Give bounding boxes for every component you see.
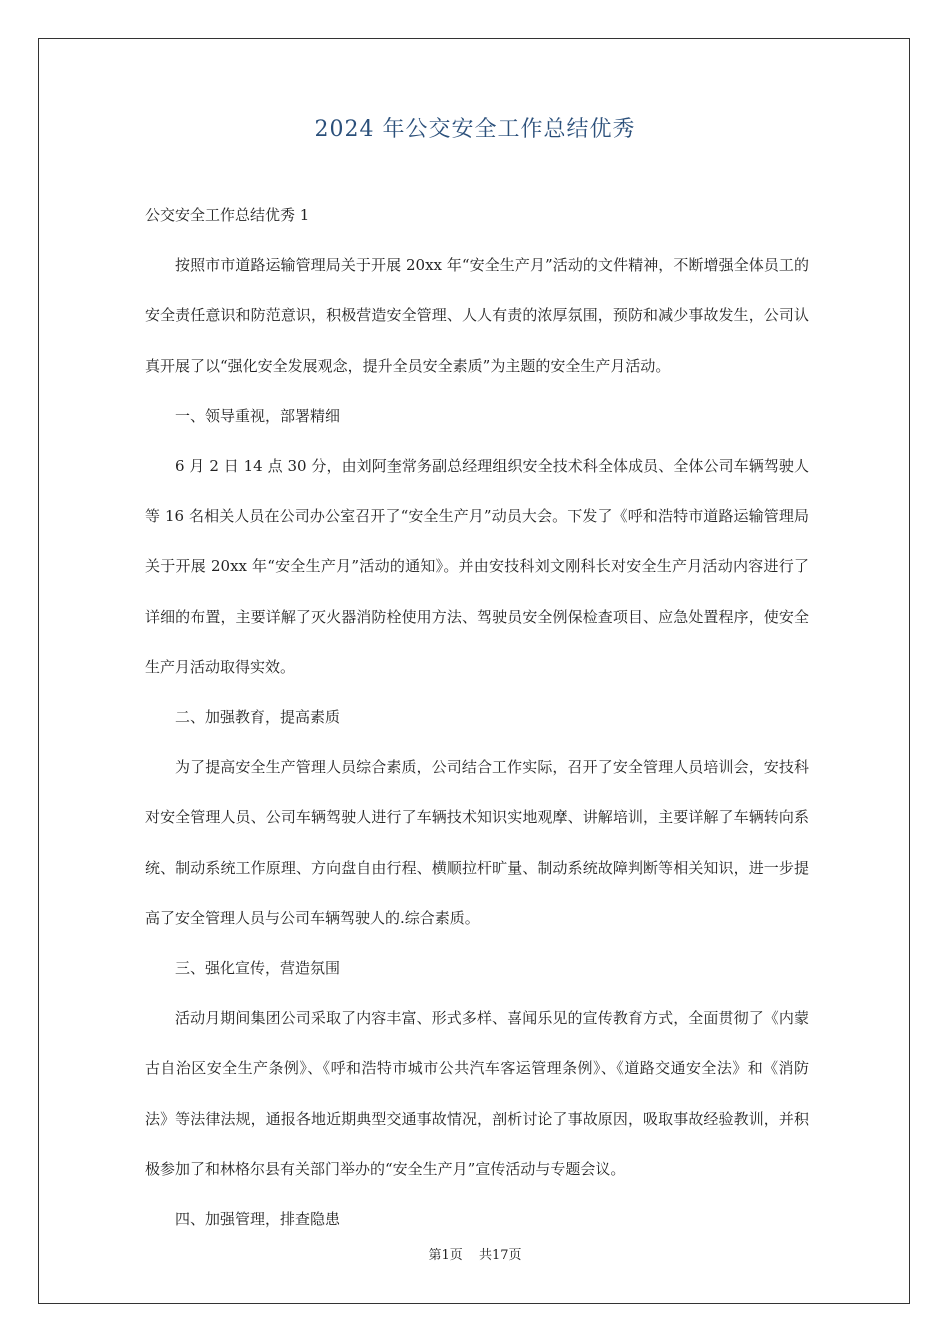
subsection-heading: 三、强化宣传，营造氛围: [175, 959, 341, 978]
document-title: 2024 年公交安全工作总结优秀: [314, 117, 636, 142]
page-number: 第1页: [428, 1248, 463, 1263]
body-paragraph: 按照市市道路运输管理局关于开展 20xx 年“安全生产月”活动的文件精神，不断增强全体员工的安全责任意识和防范意识，积极营造安全管理、人人有责的浓厚氛围，预防和减少事故发生，公司认真开展了以“强化安全发展观念，提升全员安全素质”为主题的安全生产月活动。: [145, 256, 809, 375]
page-footer: [0, 1246, 950, 1266]
document-body: [145, 190, 809, 1244]
subsection-heading: 一、领导重视，部署精细: [175, 406, 341, 425]
body-paragraph: 6 月 2 日 14 点 30 分，由刘阿奎常务副总经理组织安全技术科全体成员、全体公司车辆驾驶人等 16 名相关人员在公司办公室召开了“安全生产月”动员大会。下发了《呼和浩特市道路运输管理局关于开展 20xx 年“安全生产月”活动的通知》。并由安技科刘文刚科长对安全生产月活动内容进行了详细的布置，主要详解了灭火器消防栓使用方法、驾驶员安全例保检查项目、应急处置程序，使安全生产月活动取得实效。: [145, 457, 809, 676]
section-heading: 公交安全工作总结优秀 1: [145, 206, 310, 224]
page-total: 共17页: [478, 1248, 522, 1263]
body-paragraph: 为了提高安全生产管理人员综合素质，公司结合工作实际，召开了安全管理人员培训会，安技科对安全管理人员、公司车辆驾驶人进行了车辆技术知识实地观摩、讲解培训，主要详解了车辆转向系统、制动系统工作原理、方向盘自由行程、横顺拉杆旷量、制动系统故障判断等相关知识，进一步提高了安全管理人员与公司车辆驾驶人的.综合素质。: [145, 758, 809, 927]
subsection-heading: 二、加强教育，提高素质: [175, 708, 341, 727]
body-paragraph: 活动月期间集团公司采取了内容丰富、形式多样、喜闻乐见的宣传教育方式，全面贯彻了《内蒙古自治区安全生产条例》、《呼和浩特市城市公共汽车客运管理条例》、《道路交通安全法》和《消防法》等法律法规，通报各地近期典型交通事故情况，剖析讨论了事故原因，吸取事故经验教训，并积极参加了和林格尔县有关部门举办的“安全生产月”宣传活动与专题会议。: [145, 1009, 809, 1178]
subsection-heading: 四、加强管理，排查隐患: [175, 1210, 341, 1229]
